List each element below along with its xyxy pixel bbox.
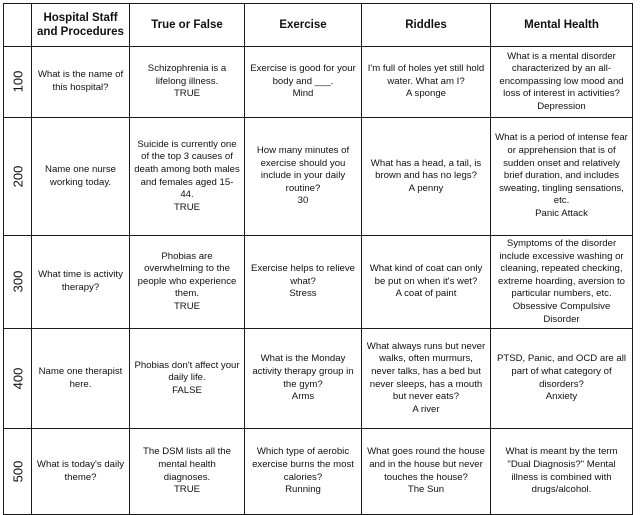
question-text: What is meant by the term "Dual Diagnosis?" Mental illness is combined with drugs/alcohol. [505, 446, 618, 496]
question-cell [130, 118, 245, 236]
point-value-cell [4, 118, 32, 236]
category-header: Mental Health [491, 4, 633, 47]
question-cell [32, 429, 130, 515]
answer-text: Stress [289, 288, 317, 300]
answer-text: Arms [291, 391, 315, 403]
answer-text: A coat of paint [395, 288, 457, 300]
question-cell [362, 429, 491, 515]
answer-text: 30 [297, 195, 309, 207]
table-row [4, 329, 633, 429]
point-value: 500 [9, 460, 25, 483]
answer-text: TRUE [173, 88, 201, 100]
question-cell [245, 429, 362, 515]
question-cell [32, 118, 130, 236]
point-value: 400 [9, 367, 25, 390]
question-cell [32, 47, 130, 118]
question-text: What is the Monday activity therapy group in the gym? [252, 353, 354, 390]
question-cell [130, 47, 245, 118]
answer-text: A penny [408, 182, 444, 194]
question-text: Name one nurse working today. [45, 163, 116, 188]
answer-text: TRUE [173, 484, 201, 496]
question-cell [491, 236, 633, 329]
question-text: Exercise is good for your body and ___. [250, 63, 356, 87]
answer-text: TRUE [173, 300, 201, 312]
question-cell [130, 329, 245, 429]
category-header: Riddles [362, 4, 491, 47]
question-cell [491, 47, 633, 118]
table-row [4, 236, 633, 329]
question-text: Name one therapist here. [38, 366, 123, 390]
answer-text: Depression [537, 100, 586, 112]
answer-text: A river [412, 403, 440, 415]
question-text: What has a head, a tail, is brown and has no legs? [370, 157, 482, 182]
point-value-cell [4, 429, 32, 515]
answer-text: Obsessive Compulsive Disorder [512, 300, 611, 325]
question-text: What is a period of intense fear or apprehension that is of sudden onset and relatively brief duration, and includes sweating, tingling sensations, etc. [495, 132, 628, 207]
corner-cell [4, 4, 32, 47]
question-text: Symptoms of the disorder include excessive washing or cleaning, repeated checking, extreme hoarding, aversion to particular numbers, etc. [498, 238, 625, 300]
point-value-cell [4, 47, 32, 118]
point-value: 200 [9, 165, 25, 187]
question-cell [32, 329, 130, 429]
point-value: 300 [9, 270, 25, 293]
question-cell [362, 118, 491, 236]
question-text: What goes round the house and in the house but never touches the house? [367, 446, 485, 483]
table-row [4, 118, 633, 236]
point-value-cell [4, 236, 32, 329]
question-text: The DSM lists all the mental health diagnoses. [143, 446, 231, 483]
question-cell [245, 47, 362, 118]
table-row [4, 47, 633, 118]
question-text: What is a mental disorder characterized by an all-encompassing low mood and loss of interest in activities? [499, 50, 624, 100]
point-value: 100 [9, 70, 25, 93]
question-cell [491, 118, 633, 236]
question-cell [491, 329, 633, 429]
answer-text: Anxiety [545, 391, 578, 403]
category-header: True or False [130, 4, 245, 47]
question-cell [362, 47, 491, 118]
question-text: Exercise helps to relieve what? [251, 263, 355, 287]
table-row [4, 429, 633, 515]
answer-text: TRUE [173, 201, 201, 213]
question-text: What time is activity therapy? [38, 269, 123, 294]
question-cell [362, 236, 491, 329]
question-cell [32, 236, 130, 329]
question-cell [245, 329, 362, 429]
question-text: PTSD, Panic, and OCD are all part of what category of disorders? [496, 353, 627, 390]
question-text: What is the name of this hospital? [37, 69, 124, 93]
question-text: What always runs but never walks, often murmurs, never talks, has a bed but never sleeps, has a mouth but never eats? [366, 340, 486, 403]
answer-text: A sponge [405, 88, 446, 100]
question-text: Phobias don't affect your daily life. [134, 359, 240, 384]
question-text: I'm full of holes yet still hold water. What am I? [367, 63, 485, 87]
question-text: What is today's daily theme? [36, 459, 125, 483]
jeopardy-board [3, 3, 633, 515]
question-cell [130, 236, 245, 329]
question-text: Phobias are overwhelming to the people who experience them. [137, 250, 237, 300]
question-text: Suicide is currently one of the top 3 causes of death among both males and females aged 15-44. [134, 138, 240, 201]
question-text: What kind of coat can only be put on when it's wet? [369, 263, 483, 287]
answer-text: Running [285, 484, 321, 496]
question-cell [362, 329, 491, 429]
question-cell [491, 429, 633, 515]
question-cell [245, 118, 362, 236]
answer-text: Panic Attack [535, 207, 588, 219]
category-header: Exercise [245, 4, 362, 47]
question-text: Which type of aerobic exercise burns the most calories? [252, 446, 354, 483]
question-text: How many minutes of exercise should you include in your daily routine? [256, 145, 350, 194]
answer-text: Mind [292, 88, 314, 100]
question-text: Schizophrenia is a lifelong illness. [147, 63, 227, 87]
header-row [4, 4, 633, 47]
point-value-cell [4, 329, 32, 429]
question-cell [130, 429, 245, 515]
question-cell [245, 236, 362, 329]
answer-text: The Sun [407, 484, 445, 496]
answer-text: FALSE [172, 384, 202, 396]
category-header: Hospital Staff and Procedures [32, 4, 130, 47]
